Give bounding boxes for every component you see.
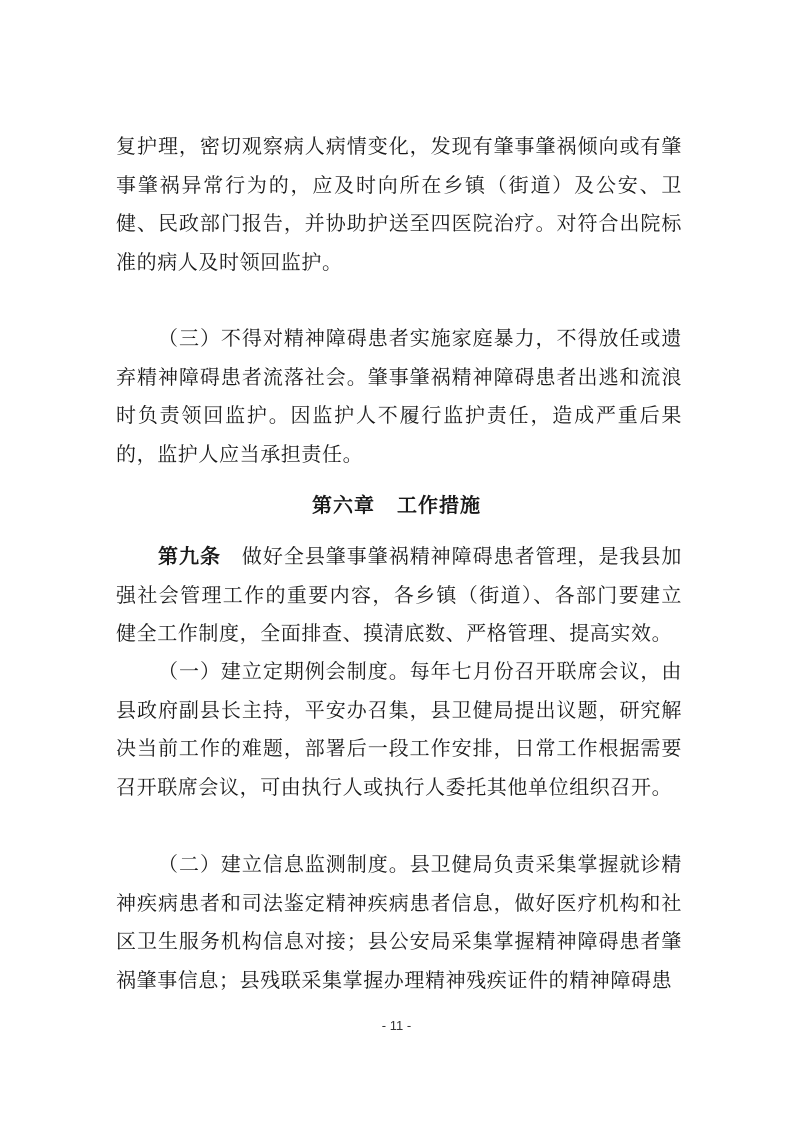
- article-nine: [116, 537, 682, 653]
- article-nine-text: 做好全县肇事肇祸精神障碍患者管理，是我县加强社会管理工作的重要内容，各乡镇（街道）、各部门要建立健全工作制度，全面排查、摸清底数、严格管理、提高实效。: [116, 544, 682, 646]
- paragraph-item-two: （二）建立信息监测制度。县卫健局负责采集掌握就诊精神疾病患者和司法鉴定精神疾病患者信息，做好医疗机构和社区卫生服务机构信息对接；县公安局采集掌握精神障碍患者肇祸肇事信息；县残联采集掌握办理精神残疾证件的精神障碍患: [116, 852, 682, 992]
- chapter-heading: [0, 489, 793, 521]
- paragraph-item-three: （三）不得对精神障碍患者实施家庭暴力，不得放任或遗弃精神障碍患者流落社会。肇事肇祸精神障碍患者出逃和流浪时负责领回监护。因监护人不履行监护责任，造成严重后果的，监护人应当承担责任。: [116, 326, 682, 466]
- paragraph-continuation: 复护理，密切观察病人病情变化，发现有肇事肇祸倾向或有肇事肇祸异常行为的，应及时向所在乡镇（街道）及公安、卫健、民政部门报告，并协助护送至四医院治疗。对符合出院标准的病人及时领回监护。: [116, 134, 682, 274]
- article-nine-lead: 第九条: [158, 544, 221, 568]
- paragraph-item-one: （一）建立定期例会制度。每年七月份召开联席会议，由县政府副县长主持，平安办召集，县卫健局提出议题，研究解决当前工作的难题，部署后一段工作安排，日常工作根据需要召开联席会议，可由执行人或执行人委托其他单位组织召开。: [116, 659, 682, 799]
- page-number: - 11 -: [381, 1018, 412, 1033]
- chapter-title: 工作措施: [397, 493, 481, 517]
- chapter-number: 第六章: [312, 493, 375, 517]
